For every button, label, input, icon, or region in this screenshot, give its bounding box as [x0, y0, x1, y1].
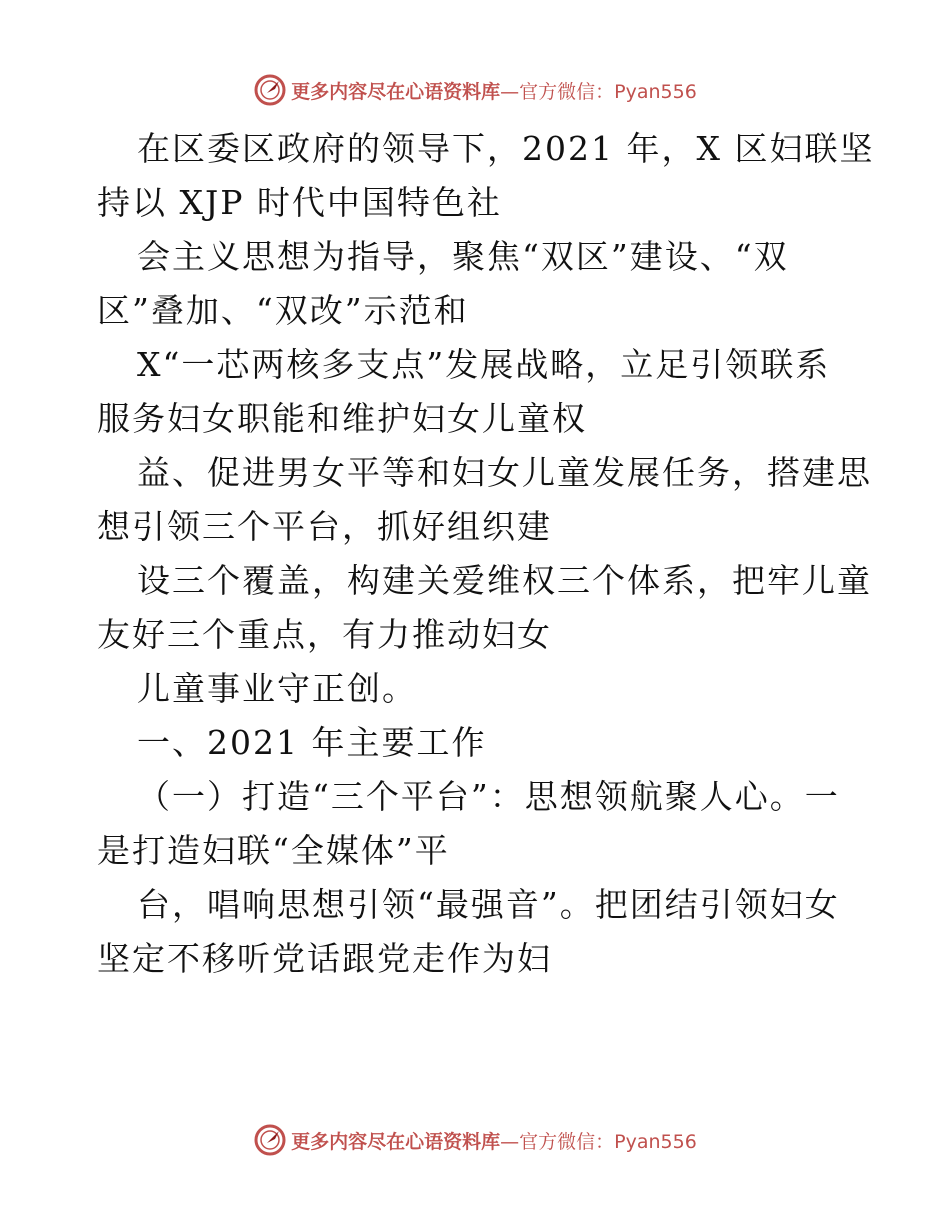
text-line-7: 益、促进男女平等和妇女儿童发展任务，搭建思	[137, 453, 872, 492]
quill-logo-icon	[253, 73, 287, 107]
header-watermark	[0, 70, 950, 110]
text-line-6: 服务妇女职能和维护妇女儿童权	[97, 399, 587, 438]
footer-watermark	[0, 1120, 950, 1160]
text-line-4: 区”叠加、“双改”示范和	[97, 291, 469, 330]
quill-logo-icon	[253, 1123, 287, 1157]
text-line-3: 会主义思想为指导，聚焦“双区”建设、“双	[137, 237, 789, 276]
text-line-2: 持以 XJP 时代中国特色社	[97, 183, 502, 222]
watermark-contact: 官方微信：Pyan556	[519, 1130, 697, 1153]
text-line-15: 台，唱响思想引领“最强音”。把团结引领妇女	[137, 885, 840, 924]
watermark-separator: —	[500, 1130, 520, 1153]
text-line-8: 想引领三个平台，抓好组织建	[97, 507, 552, 546]
text-line-14: 是打造妇联“全媒体”平	[97, 831, 450, 870]
watermark-brand: 更多内容尽在心语资料库	[291, 1130, 501, 1153]
watermark-separator: —	[500, 80, 520, 103]
watermark-text	[291, 77, 697, 104]
watermark-text	[291, 1127, 697, 1154]
text-line-11: 儿童事业守正创。	[137, 669, 417, 708]
text-line-9: 设三个覆盖，构建关爱维权三个体系，把牢儿童	[137, 561, 872, 600]
text-line-16: 坚定不移听党话跟党走作为妇	[97, 939, 552, 978]
text-line-1: 在区委区政府的领导下，2021 年，X 区妇联坚	[137, 129, 875, 168]
document-body	[97, 122, 877, 986]
section-heading: 一、2021 年主要工作	[137, 723, 487, 762]
text-line-5: X“一芯两核多支点”发展战略，立足引领联系	[137, 345, 831, 384]
text-line-10: 友好三个重点，有力推动妇女	[97, 615, 552, 654]
watermark-contact: 官方微信：Pyan556	[519, 80, 697, 103]
text-line-13: （一）打造“三个平台”：思想领航聚人心。一	[137, 777, 840, 816]
watermark-brand: 更多内容尽在心语资料库	[291, 80, 501, 103]
